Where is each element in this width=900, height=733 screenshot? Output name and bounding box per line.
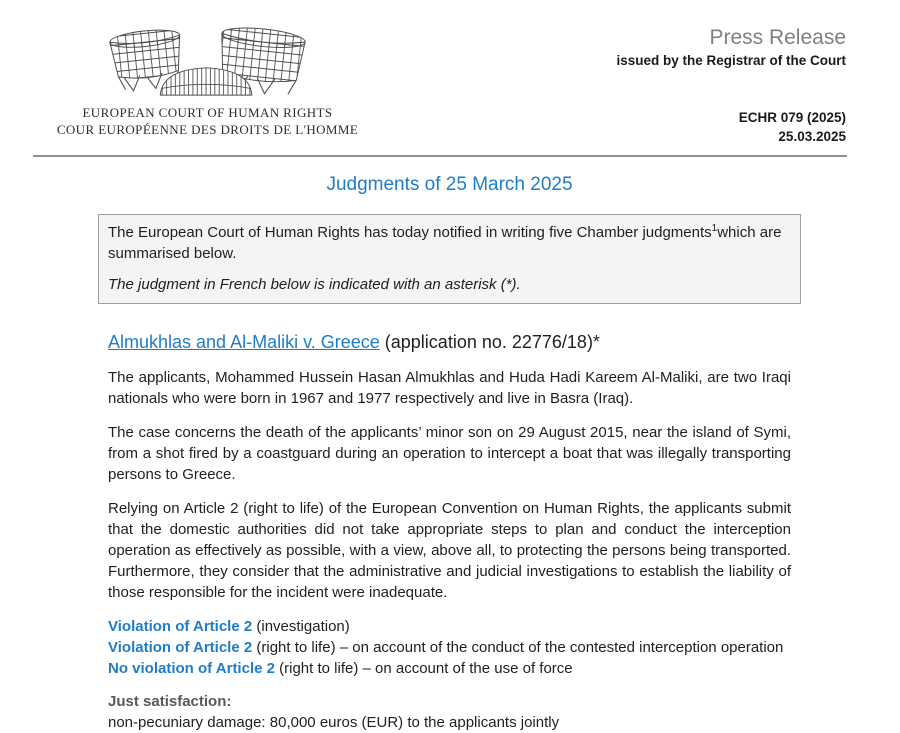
notice-line-1-text: The European Court of Human Rights has today notified in writing five Chamber judgments	[108, 224, 712, 241]
court-name-english: EUROPEAN COURT OF HUMAN RIGHTS	[82, 105, 333, 120]
footnote-marker: 1	[711, 223, 718, 234]
case-paragraph-complaints: Relying on Article 2 (right to life) of the European Convention on Human Rights, the applicants submit that the domestic authorities did not take appropriate steps to plan and conduct the interception operation as effectively as possible, with a view, above all, to protecting the persons being transported. Furthermore, they consider that the administrative and judicial investigations to establish the liability of those responsible for the incident were inadequate.	[108, 500, 791, 601]
finding-lead: No violation of Article 2	[108, 660, 275, 677]
court-name-french: COUR EUROPÉENNE DES DROITS DE L'HOMME	[56, 122, 359, 137]
case-paragraph-applicants: The applicants, Mohammed Hussein Hasan Almukhlas and Huda Hadi Kareem Al-Maliki, are two Iraqi nationals who were born in 1967 and 1977 respectively and live in Basra (Iraq).	[108, 369, 791, 407]
issued-by-line: issued by the Registrar of the Court	[616, 53, 846, 68]
reference-block	[616, 108, 846, 146]
finding-rest: (investigation)	[252, 618, 350, 635]
finding-rest: (right to life) – on account of the use of force	[274, 660, 573, 677]
page-title: Judgments of 25 March 2025	[326, 174, 573, 195]
just-satisfaction-text: non-pecuniary damage: 80,000 euros (EUR) to the applicants jointly	[108, 714, 560, 731]
press-release-block	[616, 24, 846, 146]
notice-line-1-tail: which are summarised below.	[108, 224, 782, 262]
case-link[interactable]: Almukhlas and Al-Maliki v. Greece	[108, 332, 380, 352]
document-body	[0, 173, 900, 733]
notice-line-1	[108, 222, 791, 264]
notice-line-2: The judgment in French below is indicated with an asterisk (*).	[108, 276, 521, 293]
finding-line	[108, 637, 791, 658]
case-paragraph-facts: The case concerns the death of the applicants’ minor son on 29 August 2015, near the island of Symi, from a shot fired by a coastguard during an operation to intercept a boat that was illegally transporting persons to Greece.	[108, 424, 791, 483]
application-number: (application no. 22776/18)*	[379, 332, 600, 352]
findings-list	[108, 616, 791, 679]
finding-lead: Violation of Article 2	[108, 618, 253, 635]
press-reference: ECHR 079 (2025)	[738, 110, 846, 125]
court-logo-block	[55, 24, 360, 146]
document-header	[0, 0, 900, 146]
notice-box	[98, 214, 801, 304]
press-date: 25.03.2025	[778, 129, 846, 144]
case-heading	[108, 330, 791, 354]
finding-line	[108, 616, 791, 637]
just-satisfaction-label: Just satisfaction:	[108, 693, 232, 710]
finding-lead: Violation of Article 2	[108, 639, 253, 656]
echr-building-logo	[95, 24, 321, 98]
header-divider	[33, 155, 847, 157]
finding-line	[108, 658, 791, 679]
press-release-title: Press Release	[709, 26, 846, 49]
finding-rest: (right to life) – on account of the conduct of the contested interception operation	[252, 639, 784, 656]
